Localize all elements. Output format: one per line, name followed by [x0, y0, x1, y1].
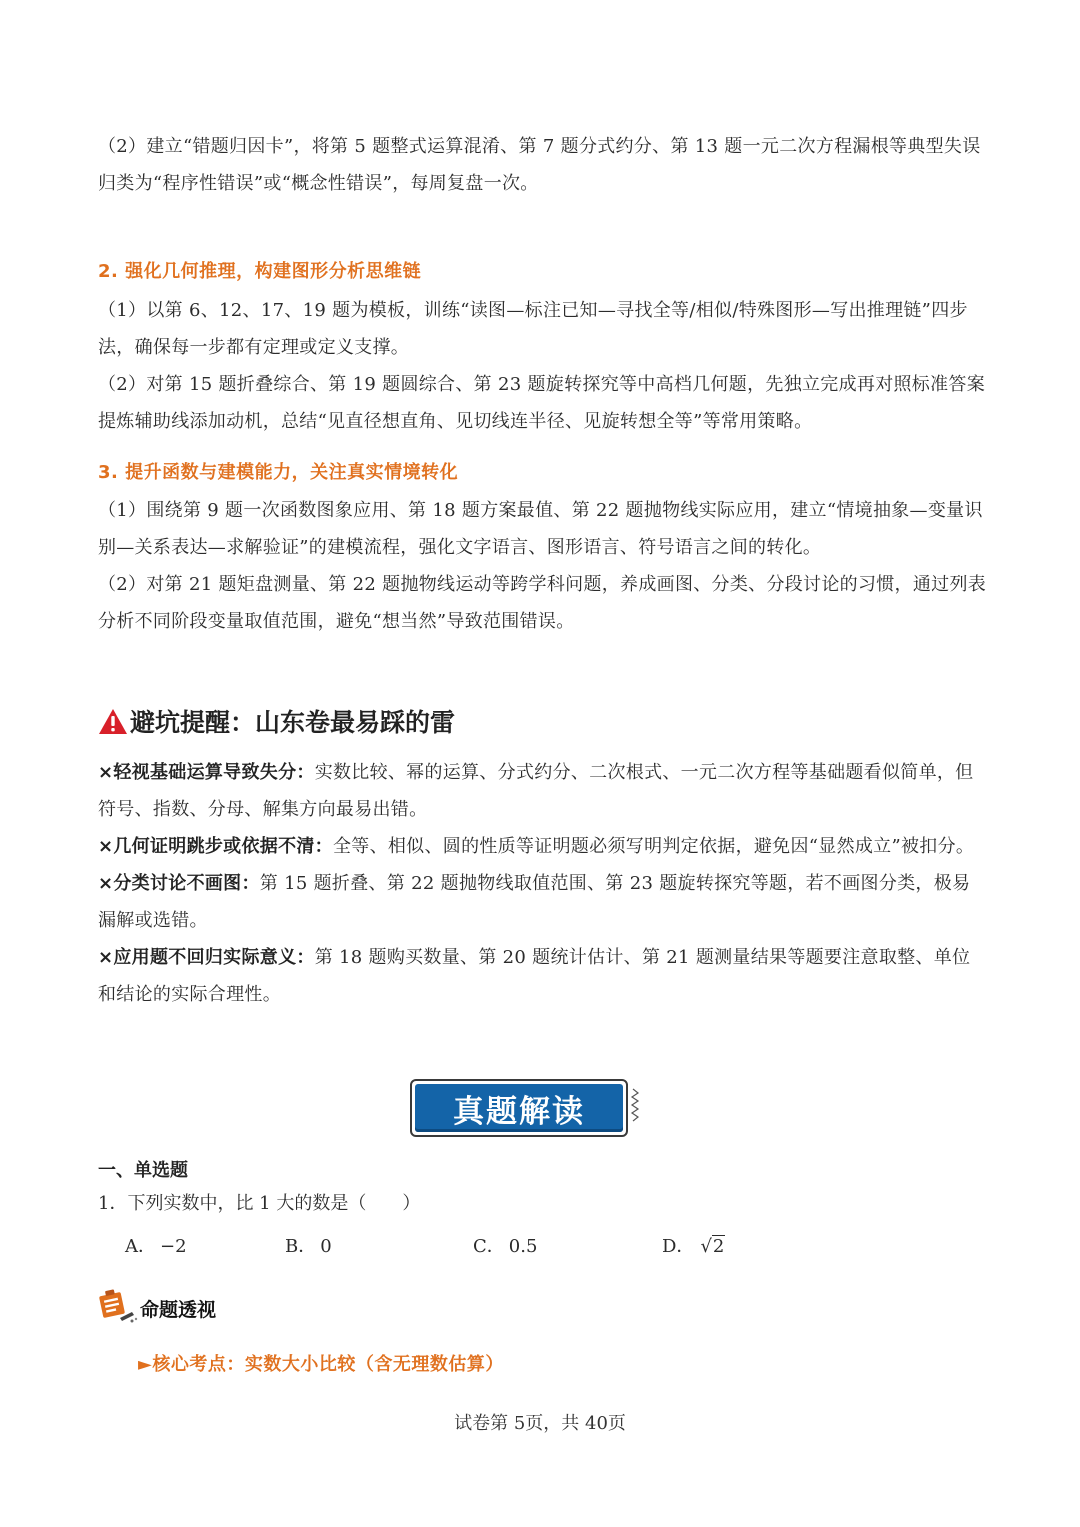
option-letter: B． [285, 1236, 317, 1257]
sqrt-radicand: 2 [712, 1236, 725, 1257]
section-heading-geometry: 2. 强化几何推理，构建图形分析思维链 [98, 261, 422, 282]
warning-item-4 [98, 939, 988, 1013]
zhenti-banner [410, 1079, 628, 1137]
warning-item-text: 实数比较、幂的运算、分式约分、二次根式、一元二次方程等基础题看似简单，但符号、指数、分母、解集方向最易出错。 [98, 762, 974, 820]
mingti-title-text: 命题透视 [140, 1299, 217, 1321]
warning-triangle-icon [98, 708, 128, 735]
warning-item-1 [98, 754, 988, 828]
zhenti-banner-label: 真题解读 [415, 1084, 623, 1132]
warning-item-2 [98, 828, 988, 865]
zigzag-decoration-icon [630, 1088, 640, 1122]
option-d [662, 1233, 725, 1261]
sqrt-sign-icon: √ [700, 1236, 712, 1257]
warning-item-text: 第 15 题折叠、第 22 题抛物线取值范围、第 23 题旋转探究等题，若不画图分类，极易漏解或选错。 [98, 873, 971, 931]
option-letter: C． [473, 1236, 505, 1257]
option-a [125, 1233, 187, 1261]
warning-title [98, 703, 455, 739]
question-1-stem: 1．下列实数中，比 1 大的数是（ ） [98, 1193, 421, 1214]
option-value: 0.5 [508, 1236, 538, 1257]
warning-item-text: 第 18 题购买数量、第 20 题统计估计、第 21 题测量结果等题要注意取整、单位和结论的实际合理性。 [98, 947, 971, 1005]
paragraph-geometry-2: （2）对第 15 题折叠综合、第 19 题圆综合、第 23 题旋转探究等中高档几何题，先独立完成再对照标准答案提炼辅助线添加动机，总结“见直径想直角、见切线连半径、见旋转想全等”等常用策略。 [98, 374, 985, 432]
warning-item-lead: ×轻视基础运算导致失分： [98, 762, 315, 783]
paragraph-function-1: （1）围绕第 9 题一次函数图象应用、第 18 题方案最值、第 22 题抛物线实际应用，建立“情境抽象—变量识别—关系表达—求解验证”的建模流程，强化文字语言、图形语言、符号语言之间的转化。 [98, 500, 983, 558]
core-point: ►核心考点：实数大小比较（含无理数估算） [138, 1354, 504, 1375]
paragraph-geometry-1: （1）以第 6、12、17、19 题为模板，训练“读图—标注已知—寻找全等/相似/特殊图形—写出推理链”四步法，确保每一步都有定理或定义支撑。 [98, 300, 968, 358]
warning-item-lead: ×几何证明跳步或依据不清： [98, 836, 333, 857]
paragraph-error-card: （2）建立“错题归因卡”，将第 5 题整式运算混淆、第 7 题分式约分、第 13 题一元二次方程漏根等典型失误归类为“程序性错误”或“概念性错误”，每周复盘一次。 [98, 136, 981, 194]
warning-item-text: 全等、相似、圆的性质等证明题必须写明判定依据，避免因“显然成立”被扣分。 [332, 836, 975, 857]
warning-item-lead: ×应用题不回归实际意义： [98, 947, 315, 968]
clipboard-pen-icon [98, 1288, 138, 1324]
section-title-single-choice: 一、单选题 [98, 1160, 188, 1181]
warning-title-text: 避坑提醒：山东卷最易踩的雷 [130, 708, 456, 737]
option-c [473, 1233, 537, 1261]
sqrt-expression [700, 1233, 725, 1261]
option-value: 0 [320, 1236, 332, 1257]
warning-item-3 [98, 865, 988, 939]
page-footer: 试卷第 5页，共 40页 [454, 1413, 626, 1434]
mingti-title [98, 1288, 216, 1324]
option-letter: D． [662, 1236, 695, 1257]
warning-item-lead: ×分类讨论不画图： [98, 873, 260, 894]
section-heading-function: 3. 提升函数与建模能力，关注真实情境转化 [98, 462, 459, 483]
option-b [285, 1233, 332, 1261]
option-letter: A． [125, 1236, 156, 1257]
option-value: −2 [160, 1236, 187, 1257]
paragraph-function-2: （2）对第 21 题矩盘测量、第 22 题抛物线运动等跨学科问题，养成画图、分类、分段讨论的习惯，通过列表分析不同阶段变量取值范围，避免“想当然”导致范围错误。 [98, 574, 987, 632]
